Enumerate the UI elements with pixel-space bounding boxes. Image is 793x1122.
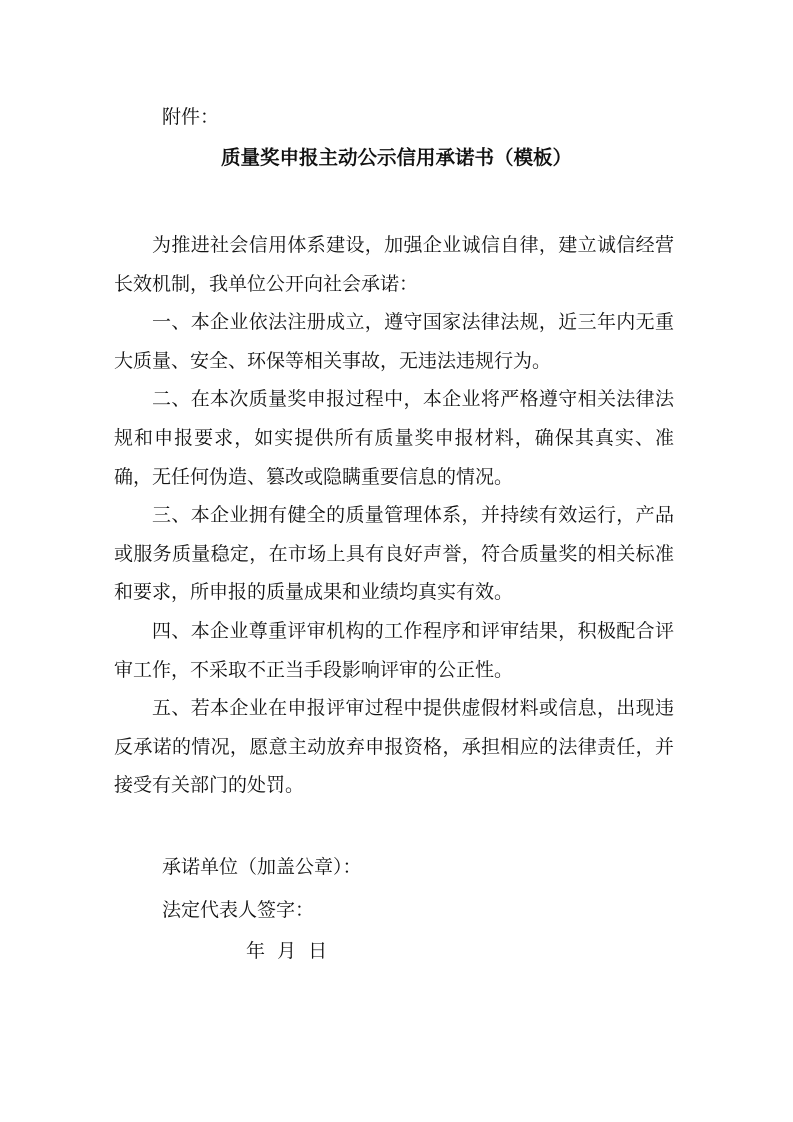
signature-unit-label: 承诺单位（加盖公章）： bbox=[162, 856, 362, 878]
attachment-label: 附件： bbox=[162, 106, 220, 128]
intro-paragraph: 为推进社会信用体系建设，加强企业诚信自律，建立诚信经营长效机制，我单位公开向社会承诺： bbox=[114, 234, 674, 295]
signature-date-label: 年 月 日 bbox=[246, 940, 328, 962]
document-body bbox=[114, 226, 674, 805]
commitment-paragraph-4: 四、本企业尊重评审机构的工作程序和评审结果，积极配合评审工作，不采取不正当手段影响评审的公正性。 bbox=[114, 619, 674, 681]
document-title: 质量奖申报主动公示信用承诺书（模板） bbox=[220, 146, 572, 169]
commitment-paragraph-2: 二、在本次质量奖申报过程中，本企业将严格遵守相关法律法规和申报要求，如实提供所有质量奖申报材料，确保其真实、准确，无任何伪造、篡改或隐瞒重要信息的情况。 bbox=[114, 388, 674, 488]
commitment-paragraph-3: 三、本企业拥有健全的质量管理体系，并持续有效运行，产品或服务质量稳定，在市场上具有良好声誉，符合质量奖的相关标准和要求，所申报的质量成果和业绩均真实有效。 bbox=[114, 504, 674, 604]
signature-representative-label: 法定代表人签字： bbox=[162, 899, 315, 921]
commitment-paragraph-1: 一、本企业依法注册成立，遵守国家法律法规，近三年内无重大质量、安全、环保等相关事故，无违法违规行为。 bbox=[114, 311, 674, 372]
commitment-paragraph-5: 五、若本企业在申报评审过程中提供虚假材料或信息，出现违反承诺的情况，愿意主动放弃申报资格，承担相应的法律责任，并接受有关部门的处罚。 bbox=[114, 697, 674, 797]
